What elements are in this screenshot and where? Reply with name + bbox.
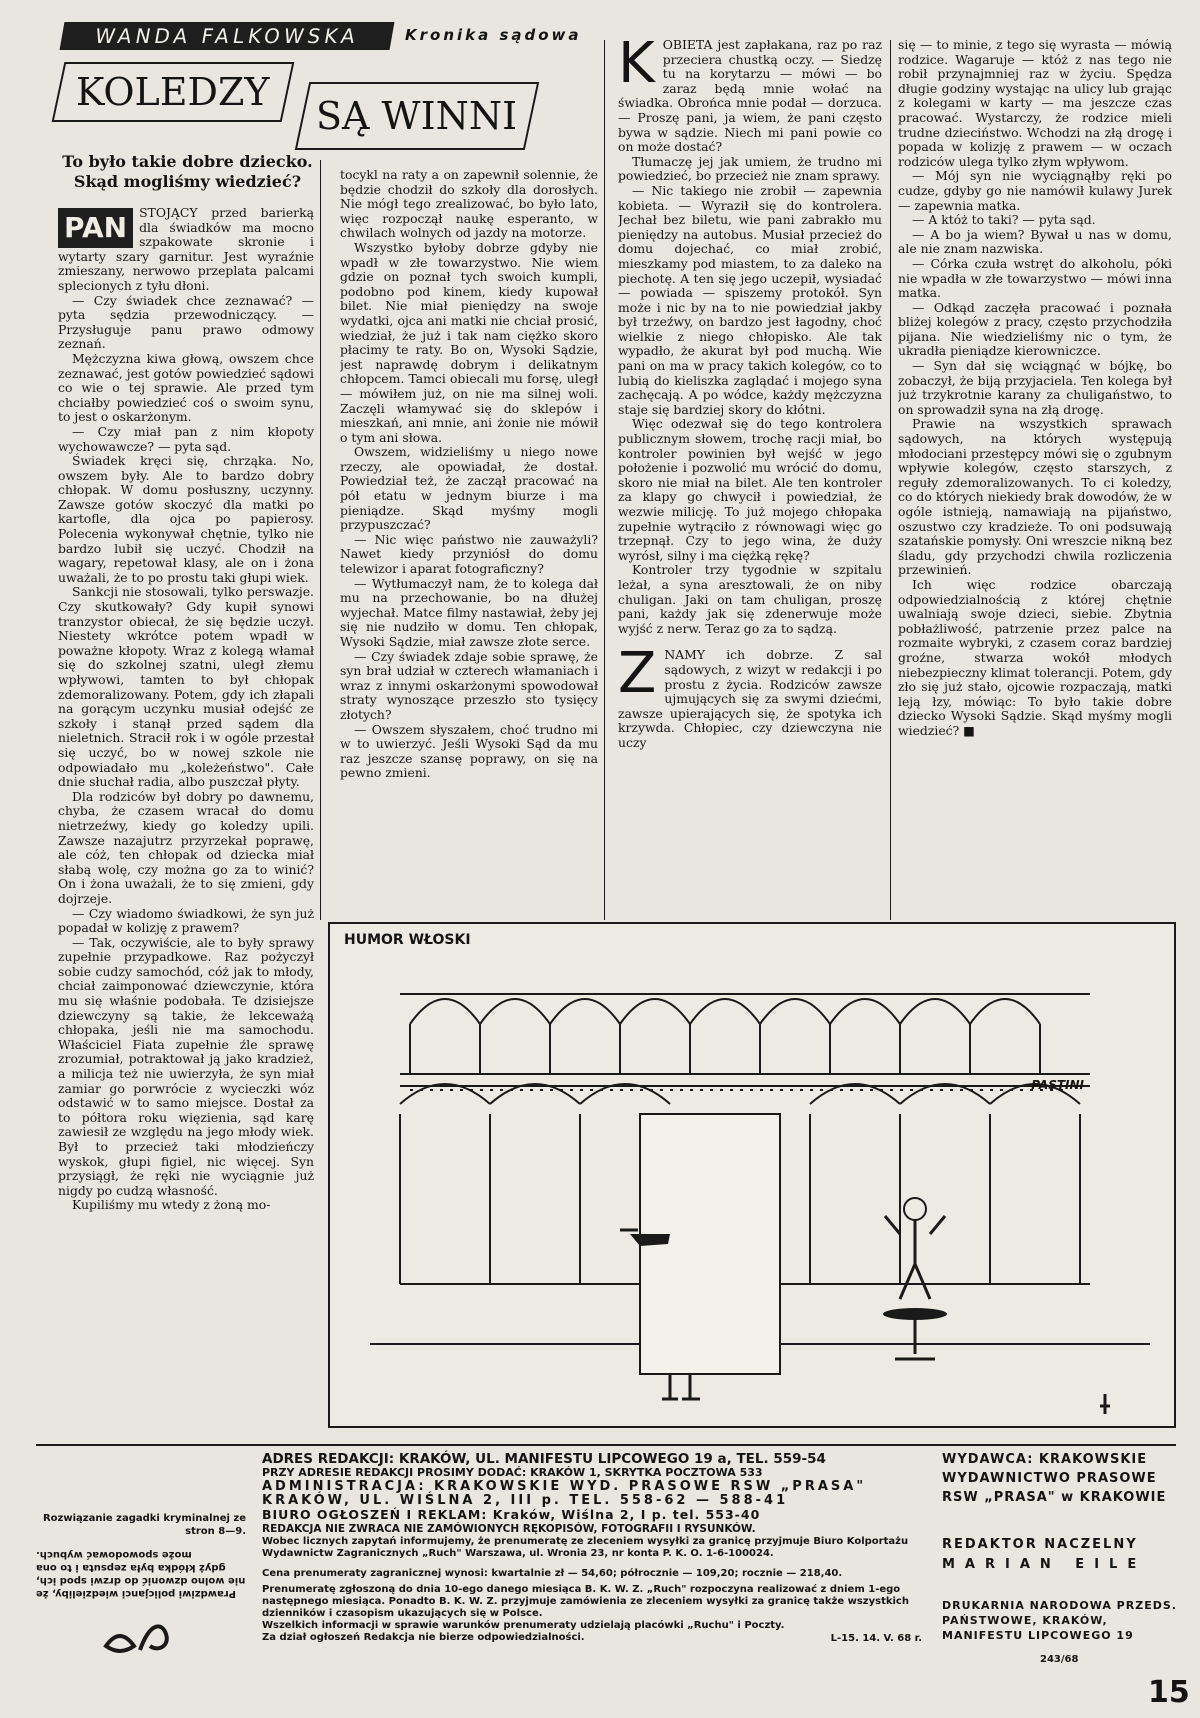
paragraph: Kontroler trzy tygodnie w szpitalu leżał, a syna aresztowali, że on niby chuligan. Jaki on tam chuligan, proszę pani, każdy jak się zdenerwuje może wyjść z nerw. Teraz go za to sądzą. [618,562,882,636]
paragraph: Więc odezwał się do tego kontrolera publicznym słowem, trochę racji miał, bo kontroler powinien był wejść w jego położenie i pozwolić mu wrócić do domu, skoro nie miał na bilet. Ale ten kontroler za klapy go chwycił i powiedział, że wezwie milicję. To już mojego chłopaka zupełnie wytrąciło z równowagi więc go trzepnął. Czy to jego wina, że duży wyrósł, silny i ma ciężką rękę? [618,416,882,563]
section-rubric: Kronika sądowa [405,26,582,44]
editorial-line: Cena prenumeraty zagranicznej wynosi: kwartalnie zł — 54,60; półrocznie — 109,20; rocznie — 218,40. [262,1568,843,1579]
article-title-line1: KOLEDZY [52,62,295,122]
column-4 [898,38,1172,912]
lead-text [60,152,315,192]
editorial-line: Za dział ogłoszeń Redakcja nie bierze odpowiedzialności. [262,1632,585,1643]
footer-rule [36,1444,1176,1446]
dropcap: K [618,38,655,96]
editorial-line: ADRES REDAKCJI: KRAKÓW, UL. MANIFESTU LIPCOWEGO 19 a, TEL. 559-54 [262,1451,826,1467]
column-2 [340,168,598,912]
paragraph: — Czy miał pan z nim kłopoty wychowawcze? — pyta sąd. [58,423,314,454]
column-rule [890,40,891,920]
publisher: WYDAWCA: KRAKOWSKIE WYDAWNICTWO PRASOWE RSW „PRASA" w KRAKOWIE [942,1452,1167,1505]
paragraph: — Odkąd zaczęła pracować i poznała bliżej kolegów z pracy, często przychodziła pijana. Nie wiedzieliśmy nic o tym, że ukradła pieniądze kierowniczce. [898,299,1172,359]
paragraph: Prawie na wszystkich sprawach sądowych, na których występują młodociani przestępcy mówi się o zgubnym wpływie kolegów, często starszych, z reguły zdemoralizowanych. To ci koledzy, co do których niekiedy brak dowodów, że w ogóle istnieją, namawiają na pijaństwo, oszustwo czy kradzieże. To oni podsuwają szatańskie pomysły. Oni wreszcie nikną bez śladu, gdy przychodzi chwila rozliczenia przewinień. [898,416,1172,578]
dropcap: Z [618,641,657,707]
paragraph: — Owszem słyszałem, choć trudno mi w to uwierzyć. Jeśli Wysoki Sąd da mu raz jeszcze szansę poprawy, on się na pewno zmieni. [340,721,598,781]
editorial-line: Wobec licznych zapytań informujemy, że prenumeratę ze zleceniem wysyłki za granicę przyjmuje Biuro Kolportażu Wydawnictw Zagranicznych „Ruch" Warszawa, ul. Wronia 23, nr konta P. K. O. 1-6-100024. [262,1536,909,1559]
article-title-line2: SĄ WINNI [295,82,539,150]
opening-text: NAMY ich dobrze. Z sal sądowych, z wizyt w redakcji i po prostu z życia. Rodziców zawsze ujmujących się za swymi dziećmi, zawsze upierających się, że spotyka ich krzywda. Chłopiec, czy dziewczyna nie uczy [618,647,882,750]
cartoon-signature: PASTINI [1031,1078,1084,1092]
printer: DRUKARNIA NARODOWA PRZEDS. PAŃSTWOWE, KRAKÓW, MANIFESTU LIPCOWEGO 19 [942,1599,1177,1642]
print-number: 243/68 [1040,1654,1079,1665]
paragraph: — Mój syn nie wyciągnąłby ręki po cudze, gdyby go nie namówił kulawy Jurek — zapewnia matka. [898,168,1172,213]
column-1 [58,206,314,1438]
editorial-line: ADMINISTRACJA: KRAKOWSKIE WYD. PRASOWE RSW „PRASA" [262,1479,867,1494]
page-number: 15 [1148,1675,1190,1710]
mirrored-answer: Prawdziwi policjanci wiedzieliby, że nie wolno dzwonić do drzwi spod ich, gdyż kłódka była zepsuta i to ona może spowodować wybuch. [36,1549,246,1599]
paragraph: — Córka czuła wstręt do alkoholu, póki nie wpadła w złe towarzystwo — mówi inna matka. [898,255,1172,301]
paragraph: Owszem, widzieliśmy u niego nowe rzeczy, ale opowiadał, że dostał. Powiedział też, że zaczął pracować na pół etatu w jednym biurze i ma pieniądze. Skąd myśmy mogli przypuszczać? [340,444,598,533]
editorial-line: Wszelkich informacji w sprawie warunków prenumeraty udzielają placówki „Ruchu" i Poczty. [262,1620,785,1631]
editorial-line: PRZY ADRESIE REDAKCJI PROSIMY DODAĆ: KRAKÓW 1, SKRYTKA POCZTOWA 533 [262,1466,763,1479]
paragraph: — Tak, oczywiście, ale to były sprawy zupełnie przypadkowe. Raz pożyczył sobie cudzy samochód, cóż jak to młody, chciał zaimponować dziewczynie, która mu się właśnie podobała. Te dzisiejsze dziewczyny są takie, że lekceważą chłopaka, jeśli nie ma samochodu. Właściciel Fiata zupełnie źle sprawę zrozumiał, potraktował ją jako kradzież, a milicja też nie uwierzyła, że syn miał zamiar go porwrócie z wycieczki wóz odstawić w to samo miejsce. Dostał za to półtora roku więzienia, sąd karę zawiesił ze względu na jego młody wiek. Był to przecież taki młodzieńczy wyskok, głupi figiel, nic więcej. Syn przysiągł, że ręki nie wyciągnie już nigdy po cudzą własność. [58,934,314,1198]
article-opening [58,206,314,294]
paragraph: — Wytłumaczył nam, że to kolega dał mu na przechowanie, bo na dłużej wyjechał. Matce filmy nastawiał, żeby jej się nie nudziło w domu. Ten chłopak, Wysoki Sądzie, miał zawsze złote serce. [340,575,598,649]
paragraph: — A bo ja wiem? Bywał u nas w domu, ale nie znam nazwiska. [898,226,1172,257]
editor-name: MARIAN EILE [942,1557,1147,1572]
editor-label: REDAKTOR NACZELNY [942,1537,1138,1552]
editorial-block [262,1452,922,1646]
paragraph: — Czy wiadomo świadkowi, że syn już popadał w kolizję z prawem? [58,905,314,936]
puzzle-note: Rozwiązanie zagadki kryminalnej ze stron 8—9. [42,1513,246,1537]
paragraph: Kupiliśmy mu wtedy z żoną mo- [72,1197,271,1213]
paragraph: Sankcji nie stosowali, tylko perswazje. Czy skutkowały? Gdy kupił synowi tranzystor obiecał, że się będzie uczył. Niestety wkrótce potem wpadł w poważne kłopoty. Wraz z kolegą włamał się do szkolnej szatni, uległ złemu wpływowi, tamten to był chłopak zdemoralizowany. Potem, gdy ich złapali na gorącym uczynku musiał odejść ze szkoły i stanął przed sądem dla nieletnich. Stracił rok i w ogóle przestał się uczyć, bo w nowej szkole nie odpowiadało mu „koleżeństwo". Całe dnie słuchał radia, albo puszczał płyty. [58,584,314,790]
paragraph: — Nic więc państwo nie zauważyli? Nawet kiedy przyniósł do domu telewizor i aparat fotograficzny? [340,531,598,577]
cartoon-illustration [370,954,1150,1414]
author-name: WANDA FALKOWSKA [60,22,395,50]
print-code: L-15. 14. V. 68 r. [830,1633,922,1644]
paragraph: tocykl na raty a on zapewnił solennie, że będzie chodził do szkoły dla dorosłych. Nie mógł tego zrealizować, bo było lato, więc rozpoczął naukę esperanto, w chwilach wolnych od jazdy na motorze. [340,168,598,241]
cartoon-box [328,922,1176,1428]
paragraph: Ich więc rodzice obarczają odpowiedzialnością z której chętnie uwalniają swoje dzieci, siebie. Zbytnia pobłażliwość, patrzenie przez palce na rozmaite wybryki, z czasem coraz bardziej groźne, stwarza wokół młodych niebezpieczny klimat tolerancji. Potem, gdy zło się już stało, ojcowie rozpaczają, matki leją łzy, mówiąc: To było takie dobre dziecko Wysoki Sądzie. Skąd myśmy mogli wiedzieć? ■ [898,576,1172,738]
paragraph: się — to minie, z tego się wyrasta — mówią rodzice. Wagaruje — któż z nas tego nie robił przynajmniej raz w życiu. Spędza długie godziny wystając na ulicy lub grając z kolegami w karty — ma jeszcze czas pracować. Wystarczy, że rodzice mieli trudne dzieciństwo. Wchodzi na złą drogę i popada w kolizję z prawem — w oczach rodziców ulega tylko złym wpływom. [898,38,1172,169]
column-3 [618,38,882,912]
paragraph: — Czy świadek chce zeznawać? — pyta sędzia przewodniczący. — Przysługuje panu prawo odmowy zeznań. [58,292,314,352]
opening-text: STOJĄCY przed barierką dla świadków ma mocno szpakowate skronie i wytarty szary garnitur. Jest wyraźnie zmieszany, nerwowo przeplata palcami splecionych z tyłu dłoni. [58,206,314,293]
paragraph: Tłumaczę jej jak umiem, że trudno mi powiedzieć, bo przecież nie znam sprawy. [618,153,882,184]
ornament-icon [100,1616,180,1658]
column-rule [320,160,321,920]
dropcap: PAN [58,208,133,248]
paragraph: Mężczyzna kiwa głową, owszem chce zeznawać, jest gotów powiedzieć sądowi co wie o tej sprawie. Ale przed tym chciałby powiedzieć coś o swoim synu, to jest o oskarżonym. [58,350,314,425]
editorial-line: Prenumeratę zgłoszoną do dnia 10-ego danego miesiąca B. K. W. Z. „Ruch" rozpoczyna realizować z dniem 1-ego następnego miesiąca. Ponadto B. K. W. Z. przyjmuje zamówienia ze zleceniem wysyłki za granicę także wszystkich dzienników i czasopism ukazujących się w Polsce. [262,1584,909,1619]
paragraph: Dla rodziców był dobry po dawnemu, chyba, że czasem wracał do domu nietrzeźwy, kiedy go koledzy upili. Zawsze nazajutrz przyrzekał poprawę, ale cóż, ten chłopak od dziecka miał słabą wolę, czy można go za to winić? On i żona uważali, że to się zmieni, gdy dojrzeje. [58,788,314,906]
editorial-line: BIURO OGŁOSZEŃ I REKLAM: Kraków, Wiślna 2, I p. tel. 553-40 [262,1507,761,1522]
section-opening-2 [618,641,882,750]
paragraph: — Czy świadek zdaje sobie sprawę, że syn brał udział w czterech włamaniach i wraz z innymi oskarżonymi spowodował straty wynoszące przeszło sto tysięcy złotych? [340,648,598,722]
cartoon-heading: HUMOR WŁOSKI [344,932,471,948]
opening-text: OBIETA jest zapłakana, raz po raz przeciera chustką oczy. — Siedzę tu na korytarzu — mówi — bo zaraz będą mnie wołać na świadka. Obrońca mnie podał — dorzuca. — Proszę pani, ja wiem, że pani często bywa w sądzie. Niech mi pani powie co on może dostać? [618,38,882,155]
column-rule [604,40,605,920]
paragraph: Wszystko byłoby dobrze gdyby nie wpadł w złe towarzystwo. Nie wiem gdzie on poznał tych swoich kumpli, podobno pod kinem, kiedy kupował bilet. Nie miał pieniędzy na swoje wydatki, ojca ani matki nie chciał prosić, wiedział, że już i tak nam ciężko skoro płacimy te raty. Bo on, Wysoki Sądzie, jest naprawdę dobrym i delikatnym chłopcem. Tamci obiecali mu forsę, uległ — mówiłem już, on nie ma silnej woli. Zaczęli włamywać się do sklepów i mieszkań, ani mnie, ani żonie nie mówił o tym ani słowa. [340,239,598,445]
editorial-line: KRAKÓW, UL. WIŚLNA 2, III p. TEL. 558-62 — 588-41 [262,1493,789,1508]
lead-line1: To było takie dobre dziecko. [62,152,313,171]
paragraph: — Syn dał się wciągnąć w bójkę, bo zobaczył, że biją przyjaciela. Ten kolega był już trzykrotnie karany za chuligaństwo, to on sprowadził syna na złą drogę. [898,358,1172,417]
lead-line2: Skąd mogliśmy wiedzieć? [73,172,302,191]
paragraph: — A któż to taki? — pyta sąd. [912,212,1096,228]
paragraph: Świadek kręci się, chrząka. No, owszem były. Ale to bardzo dobry chłopak. W domu posłuszny, uczynny. Zawsze gotów skoczyć dla matki po kartofle, dla ojca po papierosy. Polecenia wykonywał chętnie, tylko nie bardzo lubił się uczyć. Chodził na wagary, repetował klasy, ale on i żona uważali, że to po prostu taki głupi wiek. [58,453,314,585]
section-opening [618,38,882,155]
editorial-line: REDAKCJA NIE ZWRACA NIE ZAMÓWIONYCH RĘKOPISÓW, FOTOGRAFII I RYSUNKÓW. [262,1523,756,1535]
paragraph: — Nic takiego nie zrobił — zapewnia kobieta. — Wyraził się do kontrolera. Jechał bez biletu, wie pani zabrakło mu pieniędzy na autobus. Musiał przecież do domu dojechać, co miał zrobić, mieszkamy pod miastem, to za daleko na piechotę. A ten się jego uczepił, wysiadać — powiada — spiszemy protokół. Syn może i nic by na to nie powiedział jakby był trzeźwy, on bardzo jest łagodny, choć wielkie z niego chłopisko. Ale tak wypadło, że akurat był pod muchą. Wie pani on ma w pracy takich kolegów, co to lubią do kieliszka zaglądać i mojego syna zachęcają. A po wódce, każdy mężczyzna staje się bardziej skory do kłótni. [618,182,882,417]
